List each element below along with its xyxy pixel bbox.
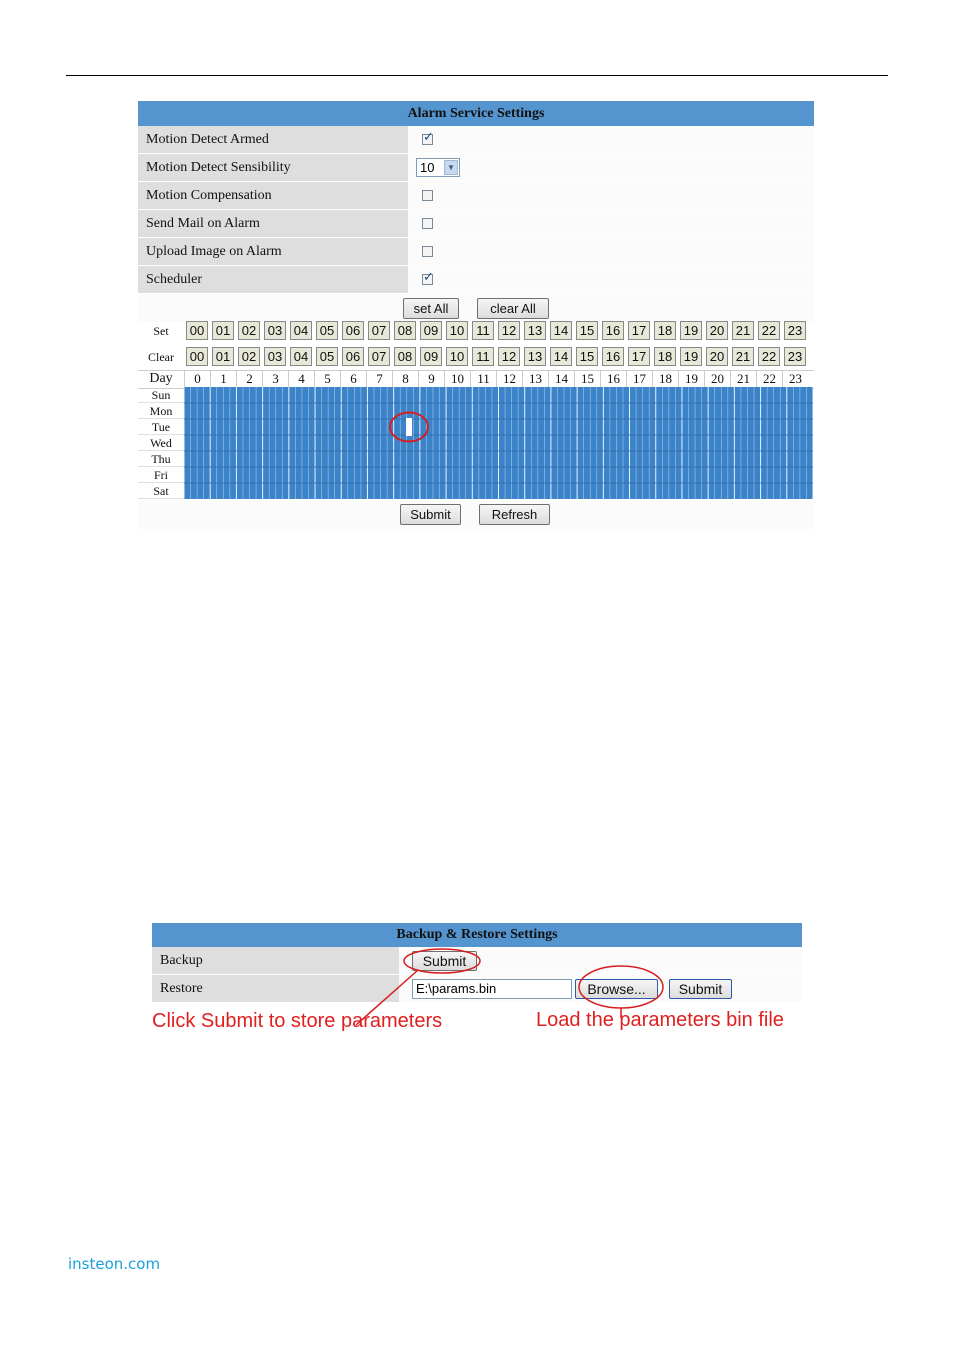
hour-number: 6 [340, 371, 366, 388]
annotation-right: Load the parameters bin file [536, 1009, 784, 1031]
restore-label: Restore [152, 975, 399, 1002]
day-label: Tue [138, 419, 184, 435]
set-hour-button[interactable]: 07 [368, 321, 390, 340]
clear-hour-button[interactable]: 02 [238, 347, 260, 366]
set-hour-button[interactable]: 02 [238, 321, 260, 340]
set-hour-button[interactable]: 20 [706, 321, 728, 340]
set-hour-button[interactable]: 17 [628, 321, 650, 340]
clear-hour-button[interactable]: 13 [524, 347, 546, 366]
day-label: Mon [138, 403, 184, 419]
hour-number: 21 [730, 371, 756, 388]
day-header-label: Day [149, 371, 173, 386]
clear-hour-button[interactable]: 23 [784, 347, 806, 366]
clear-hour-button[interactable]: 00 [186, 347, 208, 366]
set-hour-button[interactable]: 15 [576, 321, 598, 340]
set-hour-button[interactable]: 08 [394, 321, 416, 340]
hour-number: 15 [574, 371, 600, 388]
setting-label: Send Mail on Alarm [138, 210, 408, 237]
day-label: Fri [138, 467, 184, 483]
clear-hour-button[interactable]: 06 [342, 347, 364, 366]
chevron-down-icon[interactable]: ▼ [444, 160, 458, 175]
browse-circle-icon [579, 966, 663, 1008]
clear-hour-button[interactable]: 15 [576, 347, 598, 366]
day-label: Sun [138, 387, 184, 403]
clear-row-label: Clear [148, 350, 174, 364]
clear-all-button[interactable]: clear All [477, 298, 549, 319]
set-hour-button[interactable]: 06 [342, 321, 364, 340]
backup-submit-button[interactable]: Submit [412, 951, 477, 971]
set-hour-button[interactable]: 01 [212, 321, 234, 340]
hour-number: 0 [184, 371, 210, 388]
clear-hour-button[interactable]: 11 [472, 347, 494, 366]
hour-number: 9 [418, 371, 444, 388]
set-hour-button[interactable]: 12 [498, 321, 520, 340]
hour-number: 4 [288, 371, 314, 388]
hour-number: 20 [704, 371, 730, 388]
clear-hour-button[interactable]: 10 [446, 347, 468, 366]
hour-number: 10 [444, 371, 470, 388]
hour-number: 12 [496, 371, 522, 388]
set-hour-button[interactable]: 16 [602, 321, 624, 340]
annotation-left: Click Submit to store parameters [152, 1010, 443, 1032]
restore-file-input[interactable]: E:\params.bin [412, 979, 572, 999]
set-hour-button[interactable]: 11 [472, 321, 494, 340]
hour-number: 1 [210, 371, 236, 388]
setting-label: Upload Image on Alarm [138, 238, 408, 265]
clear-hour-button[interactable]: 12 [498, 347, 520, 366]
hour-number: 19 [678, 371, 704, 388]
hour-number: 16 [600, 371, 626, 388]
set-hour-button[interactable]: 14 [550, 321, 572, 340]
backup-submit-circle-icon [404, 949, 480, 973]
hour-number: 23 [782, 371, 808, 388]
day-label: Wed [138, 435, 184, 451]
set-hour-button[interactable]: 21 [732, 321, 754, 340]
backup-label: Backup [152, 947, 399, 974]
hour-number: 8 [392, 371, 418, 388]
hour-number: 22 [756, 371, 782, 388]
refresh-button[interactable]: Refresh [479, 504, 550, 525]
hour-number: 14 [548, 371, 574, 388]
setting-label: Scheduler [138, 266, 408, 293]
day-label: Thu [138, 451, 184, 467]
clear-hour-button[interactable]: 22 [758, 347, 780, 366]
set-hour-button[interactable]: 10 [446, 321, 468, 340]
setting-label: Motion Detect Sensibility [138, 154, 408, 181]
set-hour-button[interactable]: 19 [680, 321, 702, 340]
alarm-panel-title: Alarm Service Settings [138, 101, 814, 126]
browse-button[interactable]: Browse... [575, 979, 658, 999]
hour-number: 2 [236, 371, 262, 388]
clear-hour-button[interactable]: 18 [654, 347, 676, 366]
clear-hour-button[interactable]: 14 [550, 347, 572, 366]
footer-link[interactable]: insteon.com [68, 1255, 161, 1273]
setting-label: Motion Detect Armed [138, 126, 408, 153]
hour-number: 7 [366, 371, 392, 388]
set-hour-button[interactable]: 09 [420, 321, 442, 340]
clear-hour-button[interactable]: 03 [264, 347, 286, 366]
select-value: 10 [420, 160, 435, 175]
hour-number: 13 [522, 371, 548, 388]
set-hour-button[interactable]: 04 [290, 321, 312, 340]
backup-panel-title: Backup & Restore Settings [152, 923, 802, 947]
hour-number: 17 [626, 371, 652, 388]
hour-number: 5 [314, 371, 340, 388]
clear-hour-button[interactable]: 05 [316, 347, 338, 366]
clear-hour-button[interactable]: 09 [420, 347, 442, 366]
set-hour-button[interactable]: 00 [186, 321, 208, 340]
clear-hour-button[interactable]: 16 [602, 347, 624, 366]
clear-hour-button[interactable]: 04 [290, 347, 312, 366]
clear-hour-button[interactable]: 19 [680, 347, 702, 366]
clear-hour-button[interactable]: 21 [732, 347, 754, 366]
set-hour-button[interactable]: 22 [758, 321, 780, 340]
set-all-button[interactable]: set All [403, 298, 459, 319]
clear-hour-button[interactable]: 20 [706, 347, 728, 366]
set-hour-button[interactable]: 05 [316, 321, 338, 340]
clear-hour-button[interactable]: 17 [628, 347, 650, 366]
clear-hour-button[interactable]: 08 [394, 347, 416, 366]
restore-submit-button[interactable]: Submit [669, 979, 732, 999]
set-hour-button[interactable]: 03 [264, 321, 286, 340]
setting-label: Motion Compensation [138, 182, 408, 209]
set-row-label: Set [153, 324, 169, 338]
hour-number: 3 [262, 371, 288, 388]
day-label: Sat [138, 483, 184, 499]
clear-hour-button[interactable]: 07 [368, 347, 390, 366]
set-hour-button[interactable]: 13 [524, 321, 546, 340]
set-hour-button[interactable]: 18 [654, 321, 676, 340]
hour-number: 18 [652, 371, 678, 388]
clear-hour-button[interactable]: 01 [212, 347, 234, 366]
hour-number: 11 [470, 371, 496, 388]
alarm-submit-button[interactable]: Submit [400, 504, 461, 525]
set-hour-button[interactable]: 23 [784, 321, 806, 340]
